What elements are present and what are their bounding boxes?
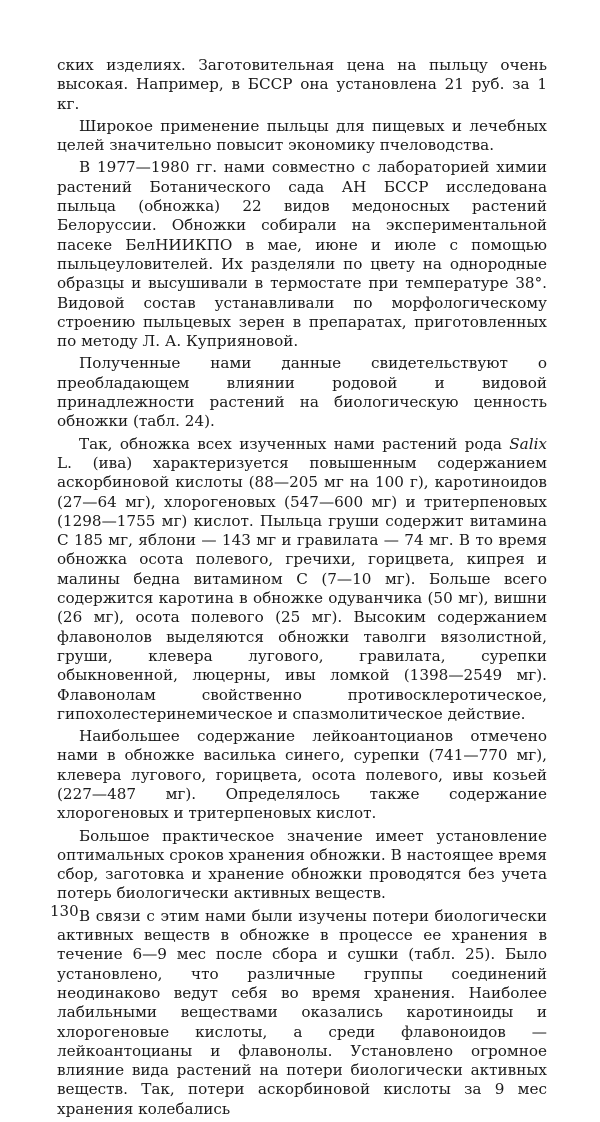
salix-text-before: Так, обножка всех изученных нами растений рода: [79, 434, 510, 453]
salix-text-after: L. (ива) характеризуется повышенным содержанием аскорбиновой кислоты (88—205 мг на 100 г), каротиноидов (27—64 мг), хлорогеновых (547—600 мг) и тритерпеновых (1298—1755 мг) кислот. Пыльца груши содержит витамина С 185 мг, яблони — 143 мг и гравилата — 74 мг. В то время обножка осота полевого, гречихи, горицвета, кипрея и малины бедна витамином С (7—10 мг). Больше всего содержится каротина в обножке одуванчика (50 мг), вишни (26 мг), осота полевого (25 мг). Высоким содержанием флавонолов выделяются обножки таволги вязолистной, груши, клевера лугового, гравилата, сурепки обыкновенной, люцерны, ивы ломкой (1398—2549 мг). Флавонолам свойственно противосклеротическое, гипохолестеринемическое и спазмолитическое действие.: [57, 453, 547, 723]
paragraph-pollen-economy: Широкое применение пыльцы для пищевых и лечебных целей значительно повысит экономику пчеловодства.: [57, 116, 547, 155]
salix-genus-name: Salix: [509, 434, 547, 453]
paragraph-results-influence: Полученные нами данные свидетельствуют о преобладающем влиянии родовой и видовой принадлежности растений на биологическую ценность обножки (табл. 24).: [57, 354, 547, 431]
paragraph-storage-terms: Большое практическое значение имеет установление оптимальных сроков хранения обножки. В настоящее время сбор, заготовка и хранение обножки проводятся без учета потерь биологически активных веществ.: [57, 826, 547, 903]
page-number: 130: [50, 902, 79, 920]
page-body: [57, 56, 547, 1122]
paragraph-research-1977: В 1977—1980 гг. нами совместно с лабораторией химии растений Ботанического сада АН БССР исследована пыльца (обножка) 22 видов медоносных растений Белоруссии. Обножки собирали на экспериментальной пасеке БелНИИКПО в мае, июне и июле с помощью пыльцеуловителей. Их разделяли по цвету на однородные образцы и высушивали в термостате при температуре 38°. Видовой состав устанавливали по морфологическому строению пыльцевых зерен в препаратах, приготовленных по методу Л. А. Куприяновой.: [57, 158, 547, 351]
paragraph-storage-losses: В связи с этим нами были изучены потери биологически активных веществ в обножке в процессе ее хранения в течение 6—9 мес после сбора и сушки (табл. 25). Было установлено, что различные группы соединений неодинаково ведут себя во время хранения. Наиболее лабильными веществами оказались каротиноиды и хлорогеновые кислоты, а среди флавоноидов — лейкоантоцианы и флавонолы. Установлено огромное влияние вида растений на потери биологически активных веществ. Так, потери аскорбиновой кислоты за 9 мес хранения колебались: [57, 906, 547, 1118]
paragraph-leucoanthocyanins: Наибольшее содержание лейкоантоцианов отмечено нами в обножке василька синего, сурепки (741—770 мг), клевера лугового, горицвета, осота полевого, ивы козьей (227—487 мг). Определялось также содержание хлорогеновых и тритерпеновых кислот.: [57, 727, 547, 823]
paragraph-salix: [57, 435, 547, 724]
paragraph-continuation: ских изделиях. Заготовительная цена на пыльцу очень высокая. Например, в БССР она установлена 21 руб. за 1 кг.: [57, 56, 547, 113]
